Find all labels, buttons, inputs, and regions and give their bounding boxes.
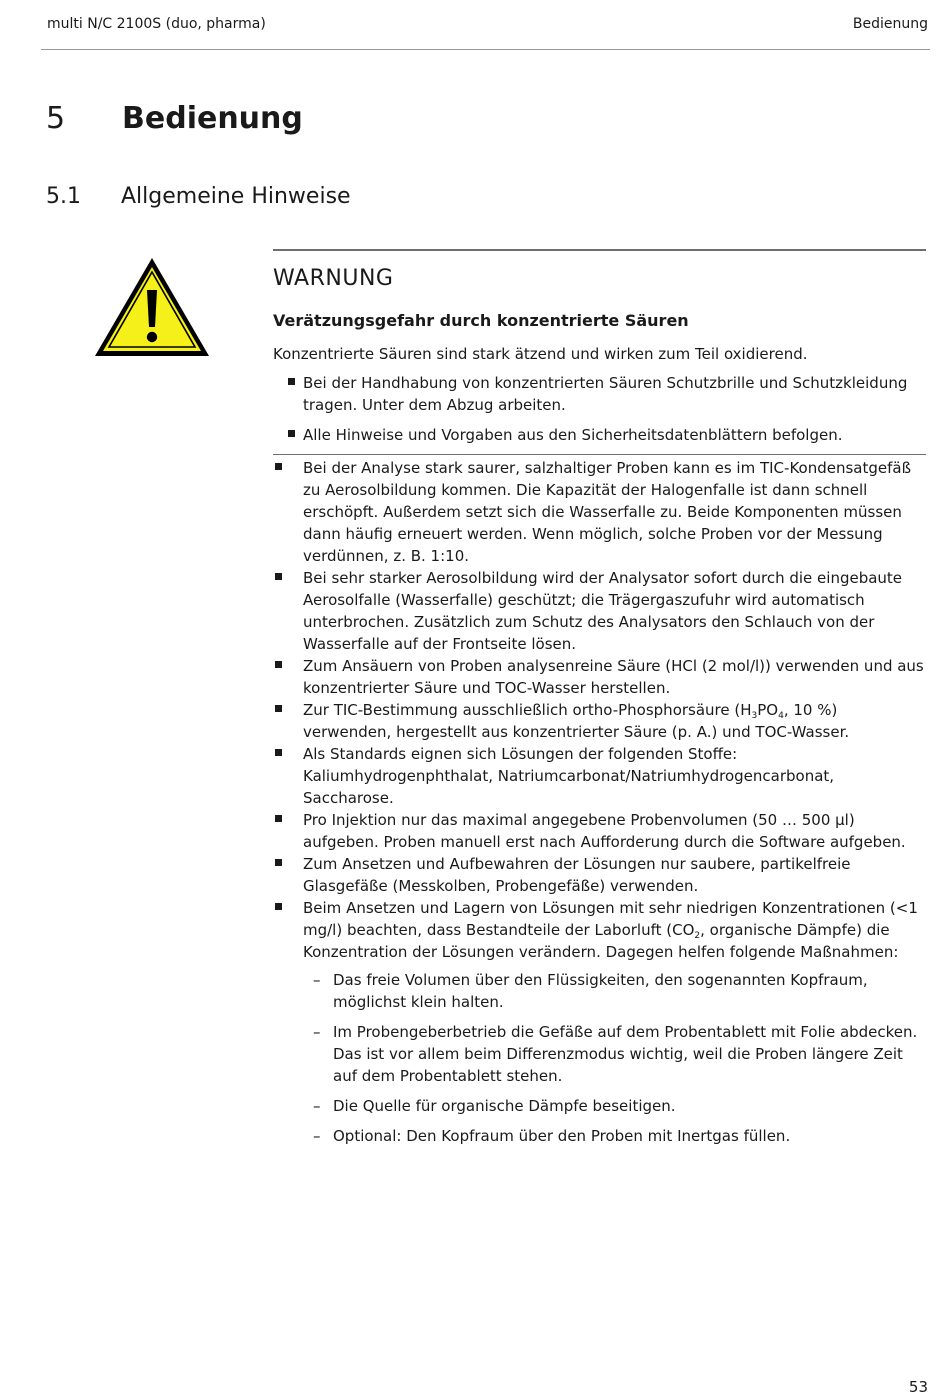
sublist-item-text: Im Probengeberbetrieb die Gefäße auf dem Probentablett mit Folie abdecken. Das ist vor allem beim Differenzmodus wichtig, weil die Proben längere Zeit auf dem Probentablett stehen. (333, 1023, 918, 1085)
measures-sublist (303, 969, 928, 1147)
notes-list-item (273, 457, 928, 567)
warning-triangle-icon (92, 255, 212, 360)
notes-list-item (273, 897, 928, 1147)
note-text: Bei der Analyse stark saurer, salzhaltiger Proben kann es im TIC-Kondensatgefäß zu Aerosolbildung kommen. Die Kapazität der Halogenfalle ist dann schnell erschöpft. Außerdem setzt sich die Wasserfalle zu. Beide Komponenten müssen dann häufig erneuert werden. Wenn möglich, solche Proben vor der Messung verdünnen, z. B. 1:10. (303, 459, 912, 565)
chapter-number: 5 (46, 101, 66, 136)
warning-text: Konzentrierte Säuren sind stark ätzend und wirken zum Teil oxidierend. (273, 345, 808, 363)
bullet-square-icon (275, 749, 282, 756)
warning-list-item (273, 424, 926, 446)
note-text: Zum Ansetzen und Aufbewahren der Lösungen nur saubere, partikelfreie Glasgefäße (Messkolben, Probengefäße) verwenden. (303, 855, 851, 895)
subscript: 2 (694, 931, 701, 941)
section-title: Allgemeine Hinweise (121, 184, 351, 209)
dash-marker: – (313, 1097, 321, 1115)
bullet-square-icon (275, 859, 282, 866)
note-text-part: PO (757, 701, 779, 719)
sublist-item-text: Optional: Den Kopfraum über den Proben mit Inertgas füllen. (333, 1127, 791, 1145)
sublist-item-text: Die Quelle für organische Dämpfe beseitigen. (333, 1097, 676, 1115)
header-divider (41, 49, 930, 50)
running-header-section: Bedienung (852, 16, 928, 32)
notes-list-item (273, 567, 928, 655)
warning-item-text: Alle Hinweise und Vorgaben aus den Sicherheitsdatenblättern befolgen. (303, 426, 843, 444)
dash-marker: – (313, 1023, 321, 1041)
note-text-part: , 10 %) verwenden, hergestellt aus konzentrierter Säure (p. A.) und TOC-Wasser. (303, 701, 850, 741)
note-text: Pro Injektion nur das maximal angegebene Probenvolumen (50 … 500 µl) aufgeben. Proben manuell erst nach Aufforderung durch die Software aufgeben. (303, 811, 906, 851)
sublist-item (303, 1021, 928, 1087)
warning-bottom-rule (273, 454, 926, 455)
notes-list-item (273, 743, 928, 809)
section-number: 5.1 (46, 184, 81, 209)
note-text: Zum Ansäuern von Proben analysenreine Säure (HCl (2 mol/l)) verwenden und aus konzentrierter Säure und TOC-Wasser herstellen. (303, 657, 924, 697)
warning-list-item (273, 372, 926, 416)
sublist-item (303, 969, 928, 1013)
notes-list (273, 457, 928, 1155)
warning-top-rule (273, 249, 926, 251)
warning-item-text: Bei der Handhabung von konzentrierten Säuren Schutzbrille und Schutzkleidung tragen. Unter dem Abzug arbeiten. (303, 374, 908, 414)
bullet-square-icon (275, 573, 282, 580)
sublist-item (303, 1095, 928, 1117)
warning-list (273, 372, 926, 454)
bullet-square-icon (288, 378, 295, 385)
note-text (303, 701, 849, 741)
bullet-square-icon (275, 661, 282, 668)
chapter-title: Bedienung (122, 101, 303, 136)
notes-list-item (273, 853, 928, 897)
notes-list-item (273, 699, 928, 743)
notes-list-item (273, 655, 928, 699)
note-text-part: , organische Dämpfe) die Konzentration der Lösungen verändern. Dagegen helfen folgende Maßnahmen: (303, 921, 899, 961)
bullet-square-icon (288, 430, 295, 437)
bullet-square-icon (275, 705, 282, 712)
notes-list-item (273, 809, 928, 853)
warning-label: WARNUNG (273, 266, 394, 291)
running-header-title: multi N/C 2100S (duo, pharma) (47, 16, 266, 32)
dash-marker: – (313, 1127, 321, 1145)
sublist-item-text: Das freie Volumen über den Flüssigkeiten, den sogenannten Kopfraum, möglichst klein halten. (333, 971, 868, 1011)
bullet-square-icon (275, 815, 282, 822)
note-text-part: Beim Ansetzen und Lagern von Lösungen mit sehr niedrigen Konzentrationen (<1 mg/l) beachten, dass Bestandteile der Laborluft (CO (303, 899, 918, 939)
note-text: Bei sehr starker Aerosolbildung wird der Analysator sofort durch die eingebaute Aerosolfalle (Wasserfalle) geschützt; die Trägergaszufuhr wird automatisch unterbrochen. Zusätzlich zum Schutz des Analysators den Schlauch von der Wasserfalle auf der Frontseite lösen. (303, 569, 903, 653)
warning-subtitle: Verätzungsgefahr durch konzentrierte Säuren (273, 311, 689, 330)
bullet-square-icon (275, 903, 282, 910)
note-text-part: Zur TIC-Bestimmung ausschließlich ortho-Phosphorsäure (H (303, 701, 752, 719)
note-text (303, 899, 918, 961)
chapter-heading (46, 101, 303, 136)
subscript: 4 (778, 711, 784, 721)
dash-marker: – (313, 971, 321, 989)
note-text: Als Standards eignen sich Lösungen der folgenden Stoffe: Kaliumhydrogenphthalat, Natriumcarbonat/Natriumhydrogencarbonat, Saccharose. (303, 745, 835, 807)
subscript: 3 (751, 711, 758, 721)
page-number: 53 (908, 1378, 928, 1396)
bullet-square-icon (275, 463, 282, 470)
section-heading (46, 184, 351, 209)
sublist-item (303, 1125, 928, 1147)
